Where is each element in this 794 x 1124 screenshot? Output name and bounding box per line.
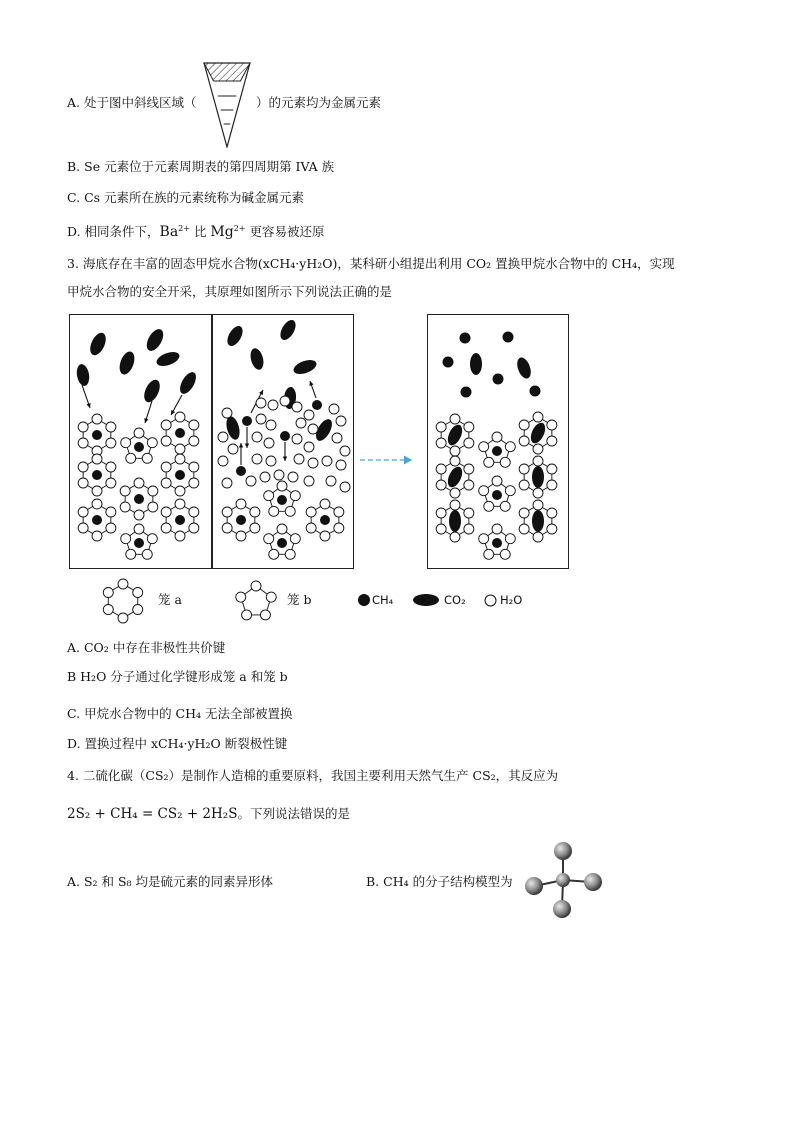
h2o-molecule	[106, 523, 116, 533]
h2o-molecule	[450, 500, 460, 510]
h2o-molecule	[492, 432, 502, 442]
h2o-molecule	[464, 480, 474, 490]
q4-stem-line1: 4. 二硫化碳（CS₂）是制作人造棉的重要原料，我国主要利用天然气生产 CS₂，其反应为	[67, 768, 559, 783]
h2o-molecule	[450, 414, 460, 424]
h2o-molecule	[78, 438, 88, 448]
legend-h2o-label: H₂O	[500, 593, 523, 607]
motion-arrow-head	[309, 381, 313, 386]
h2o-molecule	[292, 434, 302, 444]
ion-mg: Mg	[210, 224, 234, 241]
h2o-molecule	[175, 486, 185, 496]
ch4-molecule	[492, 490, 502, 500]
ch4-molecule	[175, 470, 185, 480]
h2o-molecule	[464, 464, 474, 474]
h2o-molecule	[269, 506, 279, 516]
h2o-molecule	[120, 502, 130, 512]
h2o-molecule	[334, 507, 344, 517]
h2o-molecule	[292, 402, 302, 412]
h2o-molecule	[505, 534, 515, 544]
h2o-molecule	[340, 446, 350, 456]
co2-molecule	[532, 510, 544, 532]
h2o-molecule	[308, 458, 318, 468]
h2o-molecule	[92, 486, 102, 496]
q4-equation-tail: 。下列说法错误的是	[237, 806, 350, 821]
legend-ch4-label: CH₄	[372, 593, 394, 607]
h2o-molecule	[147, 438, 157, 448]
legend-h2o-icon	[484, 594, 497, 607]
h2o-molecule	[294, 454, 304, 464]
co2-molecule	[224, 323, 245, 348]
h2o-molecule	[533, 444, 543, 454]
h2o-molecule	[103, 588, 113, 598]
h2o-molecule	[484, 501, 494, 511]
hydrate-panel-2	[212, 314, 354, 569]
co2-molecule	[87, 330, 109, 357]
co2-molecule	[470, 353, 482, 375]
h2o-molecule	[547, 420, 557, 430]
h2o-molecule	[533, 532, 543, 542]
ch4-molecule	[175, 515, 185, 525]
h2o-molecule	[161, 478, 171, 488]
h2o-molecule	[479, 486, 489, 496]
h2o-molecule	[106, 462, 116, 472]
h2o-molecule	[450, 456, 460, 466]
h2o-molecule	[464, 508, 474, 518]
h2o-molecule	[256, 398, 266, 408]
q2-option-c: C. Cs 元素所在族的元素统称为碱金属元素	[67, 190, 305, 205]
h2o-molecule	[268, 400, 278, 410]
h2o-molecule	[505, 442, 515, 452]
h2o-molecule	[133, 605, 143, 615]
h2o-molecule	[106, 438, 116, 448]
hydrate-panel-3	[427, 314, 569, 569]
h2o-molecule	[450, 488, 460, 498]
h2o-molecule	[519, 508, 529, 518]
h2o-molecule	[251, 581, 261, 591]
q2-option-d-suffix: 更容易被还原	[245, 224, 325, 240]
h2o-molecule	[547, 436, 557, 446]
h2o-molecule	[260, 610, 270, 620]
ch4-molecule	[312, 400, 322, 410]
motion-arrow-head	[283, 456, 287, 461]
h2o-molecule	[336, 460, 346, 470]
h2o-molecule	[120, 486, 130, 496]
h2o-molecule	[260, 472, 270, 482]
ch4-molecule	[92, 430, 102, 440]
h2o-molecule	[133, 588, 143, 598]
legend-cage-a-label: 笼 a	[158, 592, 182, 607]
h2o-molecule	[266, 420, 276, 430]
h2o-molecule	[246, 476, 256, 486]
h2o-molecule	[290, 534, 300, 544]
h2o-molecule	[264, 438, 274, 448]
h2o-molecule	[340, 482, 350, 492]
h2o-molecule	[106, 422, 116, 432]
h2o-molecule	[266, 456, 276, 466]
ch4-molecule	[443, 357, 454, 368]
co2-molecule	[117, 350, 137, 377]
ch4-molecule	[320, 515, 330, 525]
q2-option-b: B. Se 元素位于元素周期表的第四周期第 IVA 族	[67, 159, 335, 174]
h2o-molecule	[450, 532, 460, 542]
h2o-molecule	[436, 422, 446, 432]
h2o-molecule	[252, 432, 262, 442]
h2o-molecule	[121, 438, 131, 448]
h2o-molecule	[500, 549, 510, 559]
h2o-molecule	[277, 481, 287, 491]
h2o-molecule	[264, 534, 274, 544]
q3-stem-line2: 甲烷水合物的安全开采，其原理如图所示下列说法正确的是	[67, 284, 393, 299]
h2o-molecule	[329, 404, 339, 414]
q3-option-c: C. 甲烷水合物中的 CH₄ 无法全部被置换	[67, 706, 293, 721]
h2o-molecule	[500, 457, 510, 467]
h2o-molecule	[436, 508, 446, 518]
co2-molecule	[248, 347, 265, 371]
h2o-molecule	[547, 464, 557, 474]
q3-option-b: B H₂O 分子通过化学键形成笼 a 和笼 b	[67, 669, 288, 684]
h2o-molecule	[547, 524, 557, 534]
h2o-molecule	[296, 418, 306, 428]
h2o-molecule	[519, 480, 529, 490]
legend-cage-b-label: 笼 b	[287, 592, 312, 607]
ch4-molecule	[492, 538, 502, 548]
periodic-triangle-figure	[202, 62, 252, 148]
h2o-molecule	[484, 549, 494, 559]
co2-molecule	[528, 420, 548, 445]
ch4-molecule	[92, 470, 102, 480]
h2o-molecule	[285, 549, 295, 559]
h2o-molecule	[78, 507, 88, 517]
ion-ba-charge: 2+	[178, 224, 190, 233]
legend-co2-label: CO₂	[444, 593, 466, 607]
h2o-molecule	[78, 422, 88, 432]
h2o-molecule	[189, 420, 199, 430]
h2o-molecule	[175, 499, 185, 509]
h2o-molecule	[161, 420, 171, 430]
h2o-molecule	[519, 436, 529, 446]
ch4-molecule	[175, 428, 185, 438]
h2o-molecule	[126, 549, 136, 559]
ion-mg-charge: 2+	[233, 224, 246, 233]
h2o-molecule	[103, 605, 113, 615]
h2o-molecule	[236, 592, 246, 602]
co2-molecule	[532, 466, 544, 488]
motion-arrow-head	[144, 418, 148, 423]
h2o-molecule	[547, 480, 557, 490]
q3-option-d: D. 置换过程中 xCH₄·yH₂O 断裂极性键	[67, 736, 288, 751]
h2o-molecule	[222, 478, 232, 488]
h2o-molecule	[533, 456, 543, 466]
h2o-molecule	[320, 499, 330, 509]
h2o-molecule	[161, 507, 171, 517]
ch4-molecule	[236, 515, 246, 525]
h2o-molecule	[285, 506, 295, 516]
ch4-ball-stick-model-icon	[518, 838, 608, 922]
h2o-molecule	[306, 523, 316, 533]
ch4-molecule	[242, 416, 252, 426]
q4-equation	[67, 806, 350, 822]
h2o-molecule	[264, 491, 274, 501]
h2o-molecule	[189, 478, 199, 488]
legend-ch4-icon	[357, 593, 371, 607]
h2o-molecule	[161, 523, 171, 533]
co2-molecule	[449, 510, 461, 532]
h2o-molecule	[256, 414, 266, 424]
h2o-molecule	[161, 436, 171, 446]
ch4-molecule	[277, 495, 287, 505]
h2o-molecule	[304, 476, 314, 486]
motion-arrow-head	[86, 403, 90, 408]
h2o-molecule	[161, 462, 171, 472]
h2o-molecule	[547, 508, 557, 518]
h2o-molecule	[189, 462, 199, 472]
q4-option-b: B. CH₄ 的分子结构模型为	[366, 874, 513, 889]
ch4-molecule	[461, 387, 472, 398]
h2o-molecule	[78, 462, 88, 472]
co2-molecule	[141, 377, 163, 404]
h2o-molecule	[304, 442, 314, 452]
h2o-molecule	[78, 478, 88, 488]
h2o-molecule	[236, 499, 246, 509]
h2o-molecule	[519, 420, 529, 430]
dashed-arrow	[358, 453, 414, 467]
h2o-molecule	[533, 500, 543, 510]
motion-arrow-head	[239, 443, 243, 448]
h2o-molecule	[250, 507, 260, 517]
q2-option-a-prefix: A. 处于图中斜线区域（	[67, 95, 197, 110]
h2o-molecule	[142, 453, 152, 463]
h2o-molecule	[250, 523, 260, 533]
h2o-molecule	[106, 478, 116, 488]
h2o-molecule	[436, 480, 446, 490]
h2o-molecule	[148, 486, 158, 496]
h2o-molecule	[320, 531, 330, 541]
h2o-molecule	[218, 456, 228, 466]
co2-molecule	[75, 363, 91, 387]
h2o-molecule	[479, 534, 489, 544]
h2o-molecule	[126, 453, 136, 463]
h2o-molecule	[252, 454, 262, 464]
q2-option-d	[67, 221, 325, 240]
h2o-molecule	[505, 486, 515, 496]
h2o-molecule	[277, 524, 287, 534]
legend-cage-b-icon	[232, 577, 284, 625]
ch4-molecule	[92, 515, 102, 525]
h2o-molecule	[228, 444, 238, 454]
h2o-molecule	[492, 524, 502, 534]
ch4-molecule	[280, 431, 290, 441]
h2o-molecule	[189, 523, 199, 533]
h2o-molecule	[78, 523, 88, 533]
q4-equation-formula: 2S₂ + CH₄ = CS₂ + 2H₂S	[67, 806, 238, 822]
h2o-molecule	[106, 507, 116, 517]
h2o-molecule	[308, 424, 318, 434]
q2-option-d-mid: 比	[189, 224, 211, 240]
h2o-molecule	[464, 422, 474, 432]
h2o-molecule	[222, 507, 232, 517]
h2o-molecule	[464, 438, 474, 448]
h2o-molecule	[142, 549, 152, 559]
h2o-molecule	[92, 499, 102, 509]
h2o-molecule	[266, 592, 276, 602]
h2o-molecule	[134, 478, 144, 488]
q2-option-a-suffix-text: ）的元素均为金属元素	[256, 95, 382, 110]
co2-molecule	[143, 326, 166, 353]
h2o-molecule	[148, 502, 158, 512]
h2o-molecule	[274, 470, 284, 480]
h2o-molecule	[147, 534, 157, 544]
motion-arrow-head	[245, 443, 249, 448]
h2o-molecule	[92, 454, 102, 464]
ch4-molecule	[530, 386, 541, 397]
q3-stem-line1: 3. 海底存在丰富的固态甲烷水合物(xCH₄·yH₂O)，某科研小组提出利用 CO₂ 置换甲烷水合物中的 CH₄，实现	[67, 256, 675, 271]
h2o-molecule	[290, 491, 300, 501]
h2o-molecule	[326, 476, 336, 486]
h2o-molecule	[175, 444, 185, 454]
ch4-molecule	[503, 332, 514, 343]
h2o-molecule	[533, 488, 543, 498]
h2o-molecule	[222, 523, 232, 533]
h2o-molecule	[269, 549, 279, 559]
h2o-molecule	[492, 476, 502, 486]
h2o-molecule	[134, 524, 144, 534]
q3-option-a: A. CO₂ 中存在非极性共价键	[67, 640, 226, 655]
ch4-molecule	[134, 538, 144, 548]
h2o-molecule	[479, 442, 489, 452]
h2o-molecule	[436, 524, 446, 534]
ion-ba: Ba	[159, 224, 179, 241]
co2-molecule	[445, 422, 465, 447]
h2o-molecule	[118, 613, 128, 623]
h2o-molecule	[484, 457, 494, 467]
h2o-molecule	[332, 433, 342, 443]
h2o-molecule	[189, 436, 199, 446]
h2o-molecule	[336, 416, 346, 426]
legend-co2-icon	[412, 593, 440, 607]
co2-molecule	[445, 464, 465, 489]
co2-molecule	[155, 349, 182, 368]
h2o-molecule	[92, 414, 102, 424]
h2o-molecule	[134, 428, 144, 438]
h2o-molecule	[280, 396, 290, 406]
q4-option-a: A. S₂ 和 S₈ 均是硫元素的同素异形体	[67, 874, 274, 889]
ch4-molecule	[493, 374, 504, 385]
ch4-molecule	[277, 538, 287, 548]
hydrate-panel-1	[69, 314, 212, 569]
ch4-molecule	[134, 442, 144, 452]
h2o-molecule	[242, 610, 252, 620]
q2-option-d-prefix: D. 相同条件下，	[67, 224, 160, 240]
co2-molecule	[292, 357, 319, 376]
co2-molecule	[277, 317, 298, 342]
h2o-molecule	[236, 531, 246, 541]
h2o-molecule	[175, 531, 185, 541]
h2o-molecule	[519, 464, 529, 474]
h2o-molecule	[189, 507, 199, 517]
q2-option-a	[67, 95, 196, 111]
h2o-molecule	[436, 464, 446, 474]
h2o-molecule	[175, 412, 185, 422]
h2o-molecule	[121, 534, 131, 544]
h2o-molecule	[306, 507, 316, 517]
h2o-molecule	[334, 523, 344, 533]
h2o-molecule	[436, 438, 446, 448]
h2o-molecule	[134, 510, 144, 520]
h2o-molecule	[464, 524, 474, 534]
h2o-molecule	[450, 446, 460, 456]
q2-option-a-suffix	[256, 95, 381, 111]
h2o-molecule	[175, 454, 185, 464]
co2-molecule	[177, 370, 199, 397]
ch4-molecule	[460, 333, 471, 344]
h2o-molecule	[519, 524, 529, 534]
h2o-molecule	[222, 408, 232, 418]
h2o-molecule	[288, 472, 298, 482]
ch4-molecule	[134, 494, 144, 504]
co2-molecule	[515, 356, 534, 381]
h2o-molecule	[218, 432, 228, 442]
ch4-molecule	[236, 466, 246, 476]
h2o-molecule	[322, 456, 332, 466]
h2o-molecule	[92, 531, 102, 541]
h2o-molecule	[304, 410, 314, 420]
ch4-molecule	[492, 446, 502, 456]
h2o-molecule	[118, 579, 128, 589]
h2o-molecule	[533, 412, 543, 422]
legend-cage-a-icon	[99, 577, 155, 625]
h2o-molecule	[500, 501, 510, 511]
